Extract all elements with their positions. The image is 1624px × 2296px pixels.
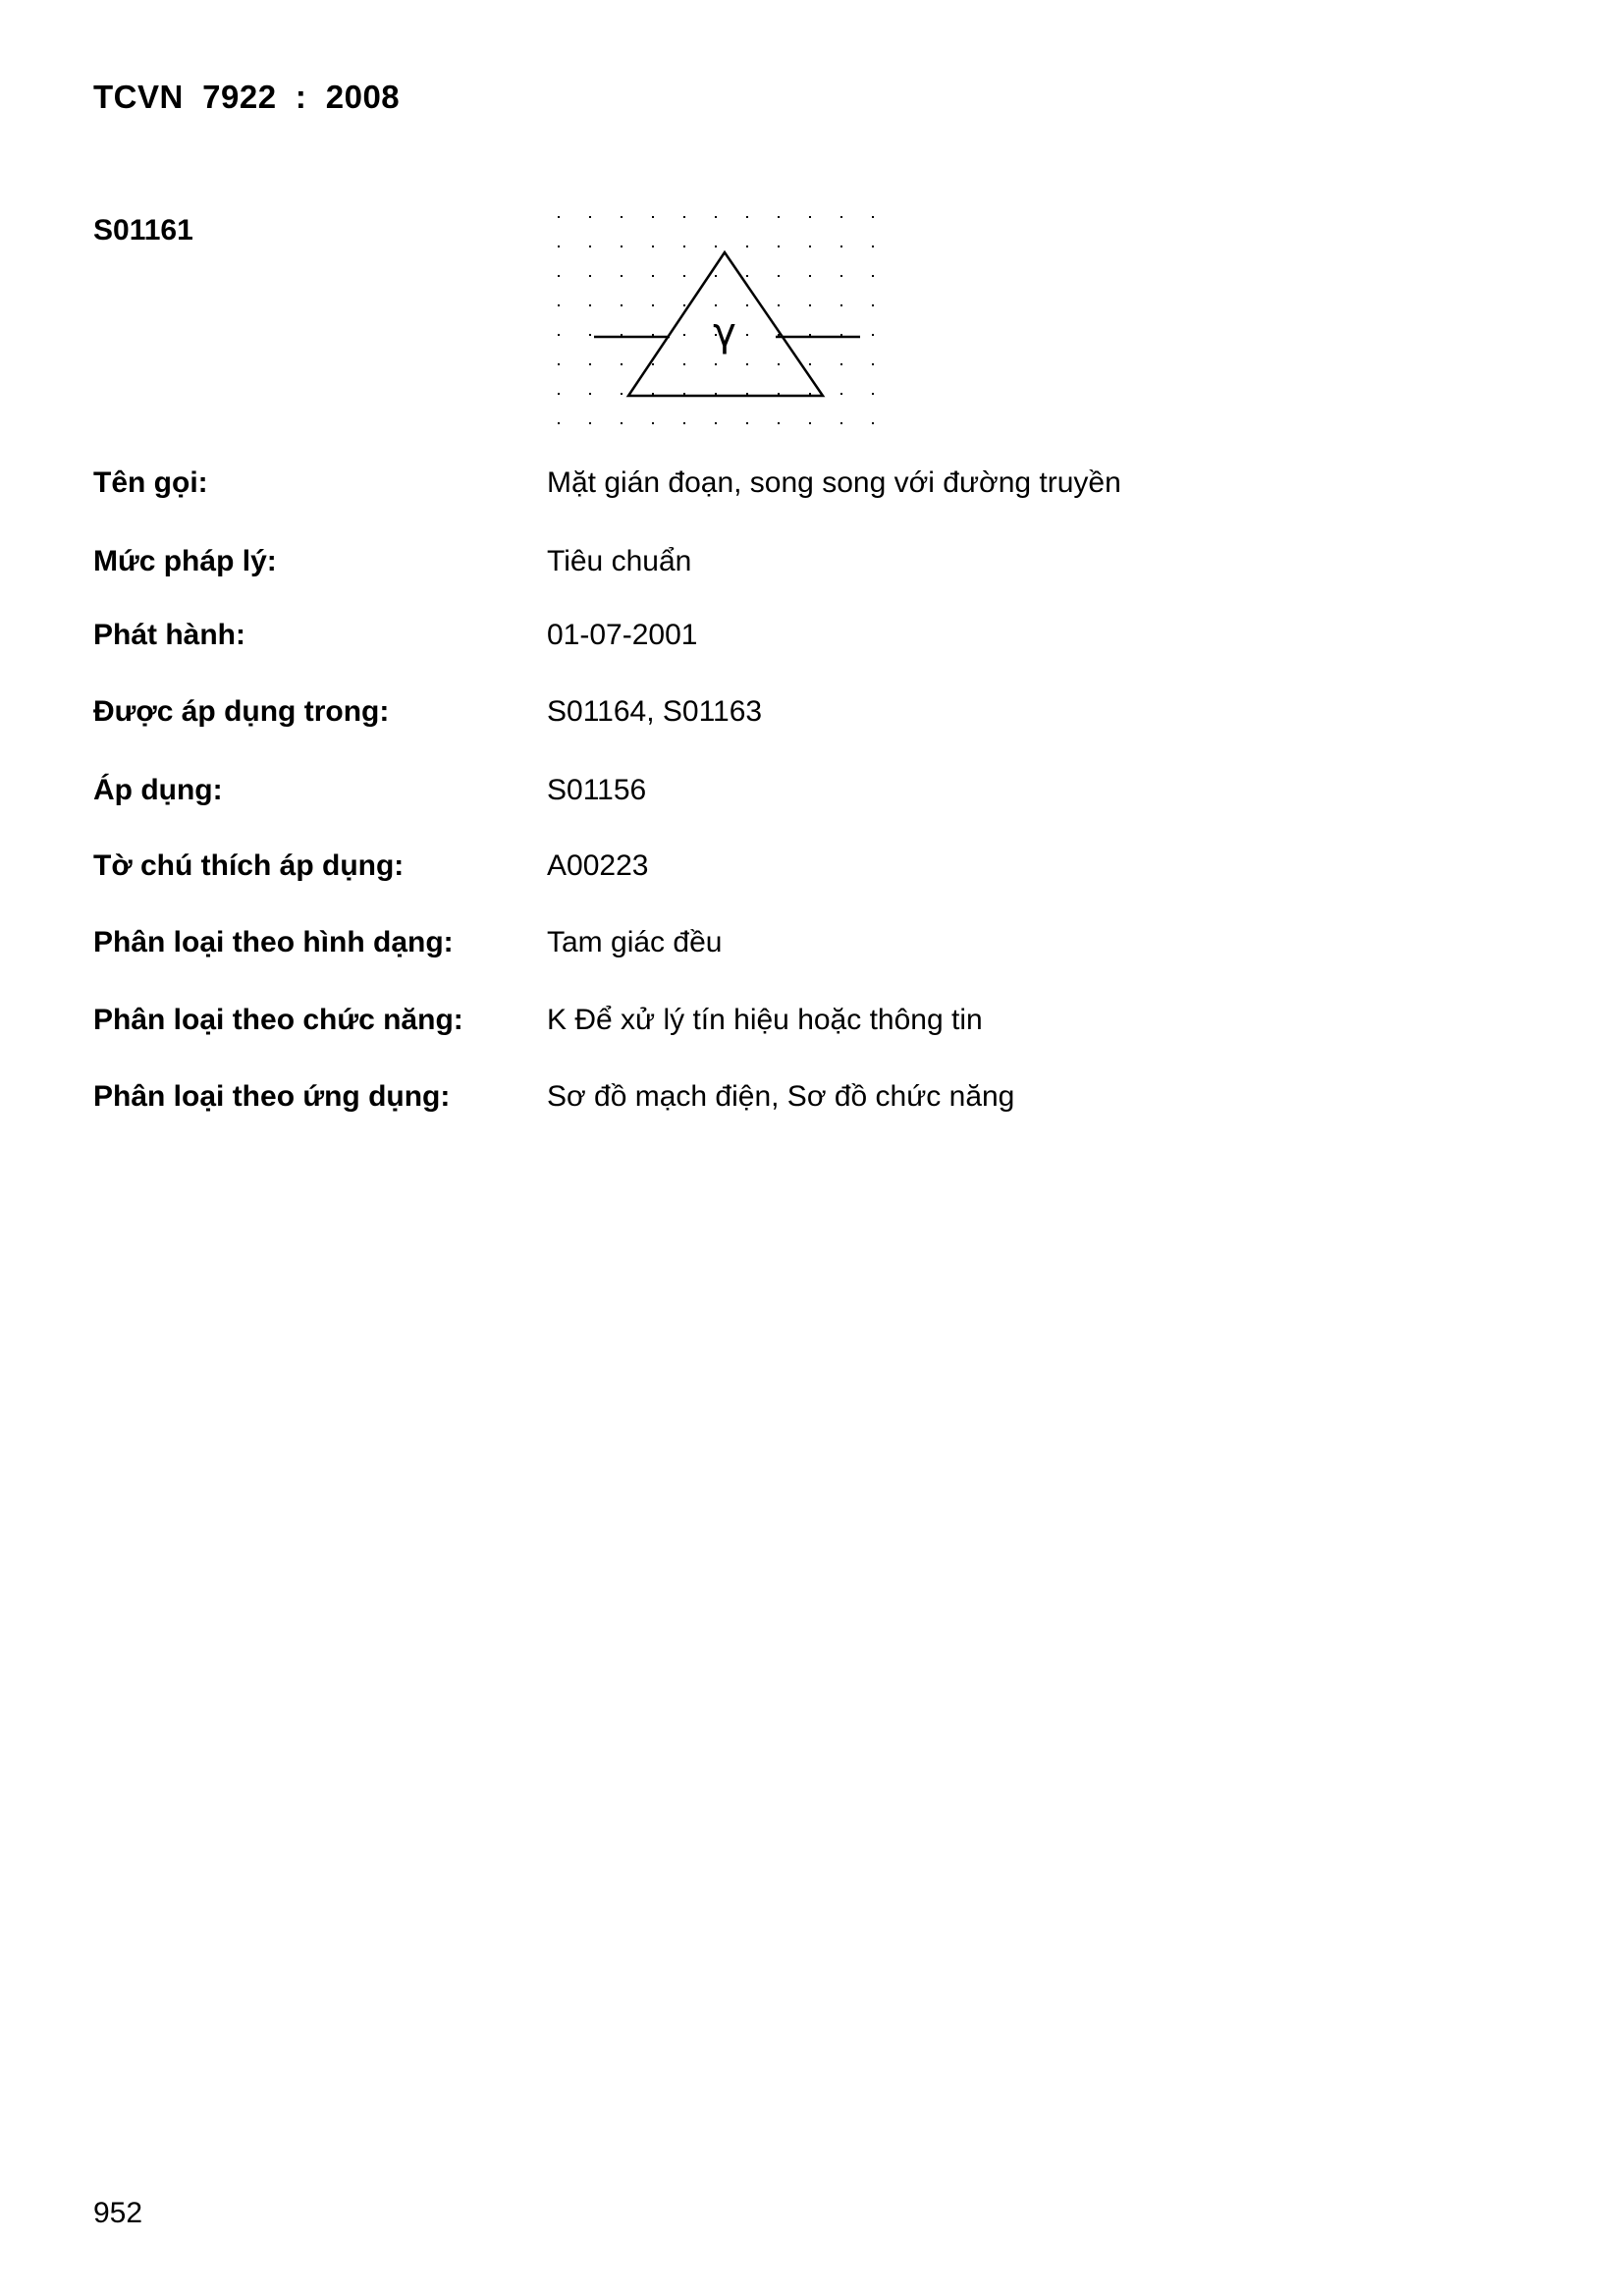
grid-dot (589, 334, 591, 336)
field-value: Mặt gián đoạn, song song với đường truyền (547, 466, 1121, 499)
grid-dot (809, 275, 811, 277)
grid-dot (558, 246, 560, 247)
field-label: Áp dụng: (93, 774, 223, 806)
grid-dot (652, 363, 654, 365)
grid-dot (778, 304, 780, 306)
field-label: Phát hành: (93, 619, 245, 651)
grid-dot (652, 275, 654, 277)
field-value: A00223 (547, 849, 649, 882)
field-value: 01-07-2001 (547, 619, 698, 651)
grid-dot (652, 422, 654, 424)
grid-dot (872, 275, 874, 277)
grid-dot (778, 363, 780, 365)
grid-dot (558, 216, 560, 218)
grid-dot (621, 275, 623, 277)
grid-dot (621, 334, 623, 336)
field-value: S01156 (547, 774, 647, 806)
grid-dot (652, 216, 654, 218)
grid-dot (589, 275, 591, 277)
grid-dot (872, 216, 874, 218)
grid-dot (778, 216, 780, 218)
grid-dot (558, 393, 560, 395)
grid-dot (715, 304, 717, 306)
grid-dot (589, 422, 591, 424)
grid-dot (872, 246, 874, 247)
grid-dot (778, 275, 780, 277)
grid-dot (683, 304, 685, 306)
grid-dot (715, 275, 717, 277)
grid-dot (715, 216, 717, 218)
grid-dot (683, 334, 685, 336)
grid-dot (809, 216, 811, 218)
field-row-name (93, 466, 1468, 506)
grid-dot (746, 334, 748, 336)
field-row-application-class (93, 1080, 1468, 1120)
grid-dot (683, 422, 685, 424)
field-label: Phân loại theo ứng dụng: (93, 1080, 451, 1113)
grid-dot (840, 304, 842, 306)
grid-dot (746, 246, 748, 247)
grid-dot (621, 304, 623, 306)
grid-dot (746, 422, 748, 424)
field-value: K Để xử lý tín hiệu hoặc thông tin (547, 1004, 983, 1036)
field-row-issued (93, 619, 1468, 658)
field-label: Tên gọi: (93, 466, 208, 499)
grid-dot (840, 334, 842, 336)
grid-dot (840, 275, 842, 277)
grid-dot (558, 363, 560, 365)
grid-dot (652, 304, 654, 306)
grid-dot (683, 216, 685, 218)
grid-dot (746, 304, 748, 306)
field-row-applies (93, 774, 1468, 813)
field-row-legal-level (93, 545, 1468, 584)
grid-dot (778, 393, 780, 395)
page-number: 952 (93, 2197, 143, 2229)
grid-dot (809, 393, 811, 395)
field-row-annotation-sheet (93, 849, 1468, 889)
grid-dot (683, 275, 685, 277)
grid-dot (840, 216, 842, 218)
field-value: S01164, S01163 (547, 695, 763, 728)
grid-dot (872, 304, 874, 306)
field-row-applied-in (93, 695, 1468, 735)
grid-dot (589, 393, 591, 395)
grid-dot (809, 363, 811, 365)
grid-dot (840, 393, 842, 395)
grid-dot (589, 304, 591, 306)
grid-dot (621, 393, 623, 395)
field-value: Tiêu chuẩn (547, 545, 692, 577)
grid-dot (746, 275, 748, 277)
grid-dot (840, 246, 842, 247)
grid-dot (621, 216, 623, 218)
grid-dot (558, 304, 560, 306)
grid-dot (558, 422, 560, 424)
grid-dot (872, 363, 874, 365)
grid-dot (652, 334, 654, 336)
grid-dot (683, 363, 685, 365)
grid-dot (840, 363, 842, 365)
grid-dot (621, 422, 623, 424)
field-label: Mức pháp lý: (93, 545, 277, 577)
grid-dot (621, 363, 623, 365)
grid-dot (621, 246, 623, 247)
grid-dot (558, 334, 560, 336)
triangle-with-lines-icon (550, 206, 903, 442)
field-label: Phân loại theo hình dạng: (93, 926, 454, 958)
field-row-function-class (93, 1004, 1468, 1043)
field-label: Phân loại theo chức năng: (93, 1004, 463, 1036)
field-label: Được áp dụng trong: (93, 695, 390, 728)
grid-dot (652, 393, 654, 395)
grid-dot (746, 216, 748, 218)
grid-dot (683, 246, 685, 247)
grid-dot (589, 216, 591, 218)
grid-dot (809, 304, 811, 306)
grid-dot (809, 334, 811, 336)
field-row-shape-class (93, 926, 1468, 965)
grid-dot (715, 363, 717, 365)
grid-dot (652, 246, 654, 247)
grid-dot (840, 422, 842, 424)
grid-dot (809, 246, 811, 247)
grid-dot (872, 393, 874, 395)
grid-dot (558, 275, 560, 277)
field-value: Tam giác đều (547, 926, 723, 958)
grid-dot (715, 422, 717, 424)
grid-dot (715, 246, 717, 247)
grid-dot (872, 422, 874, 424)
grid-dot (778, 422, 780, 424)
grid-dot (809, 422, 811, 424)
grid-dot (589, 363, 591, 365)
field-label: Tờ chú thích áp dụng: (93, 849, 405, 882)
document-header: TCVN 7922 : 2008 (93, 79, 401, 115)
symbol-inner-letter: γ (713, 310, 736, 355)
symbol-code: S01161 (93, 214, 193, 246)
grid-dot (746, 363, 748, 365)
grid-dot (746, 393, 748, 395)
field-value: Sơ đồ mạch điện, Sơ đồ chức năng (547, 1080, 1015, 1113)
grid-dot (872, 334, 874, 336)
grid-dot (589, 246, 591, 247)
grid-dot (778, 246, 780, 247)
grid-dot (683, 393, 685, 395)
grid-dot (715, 393, 717, 395)
